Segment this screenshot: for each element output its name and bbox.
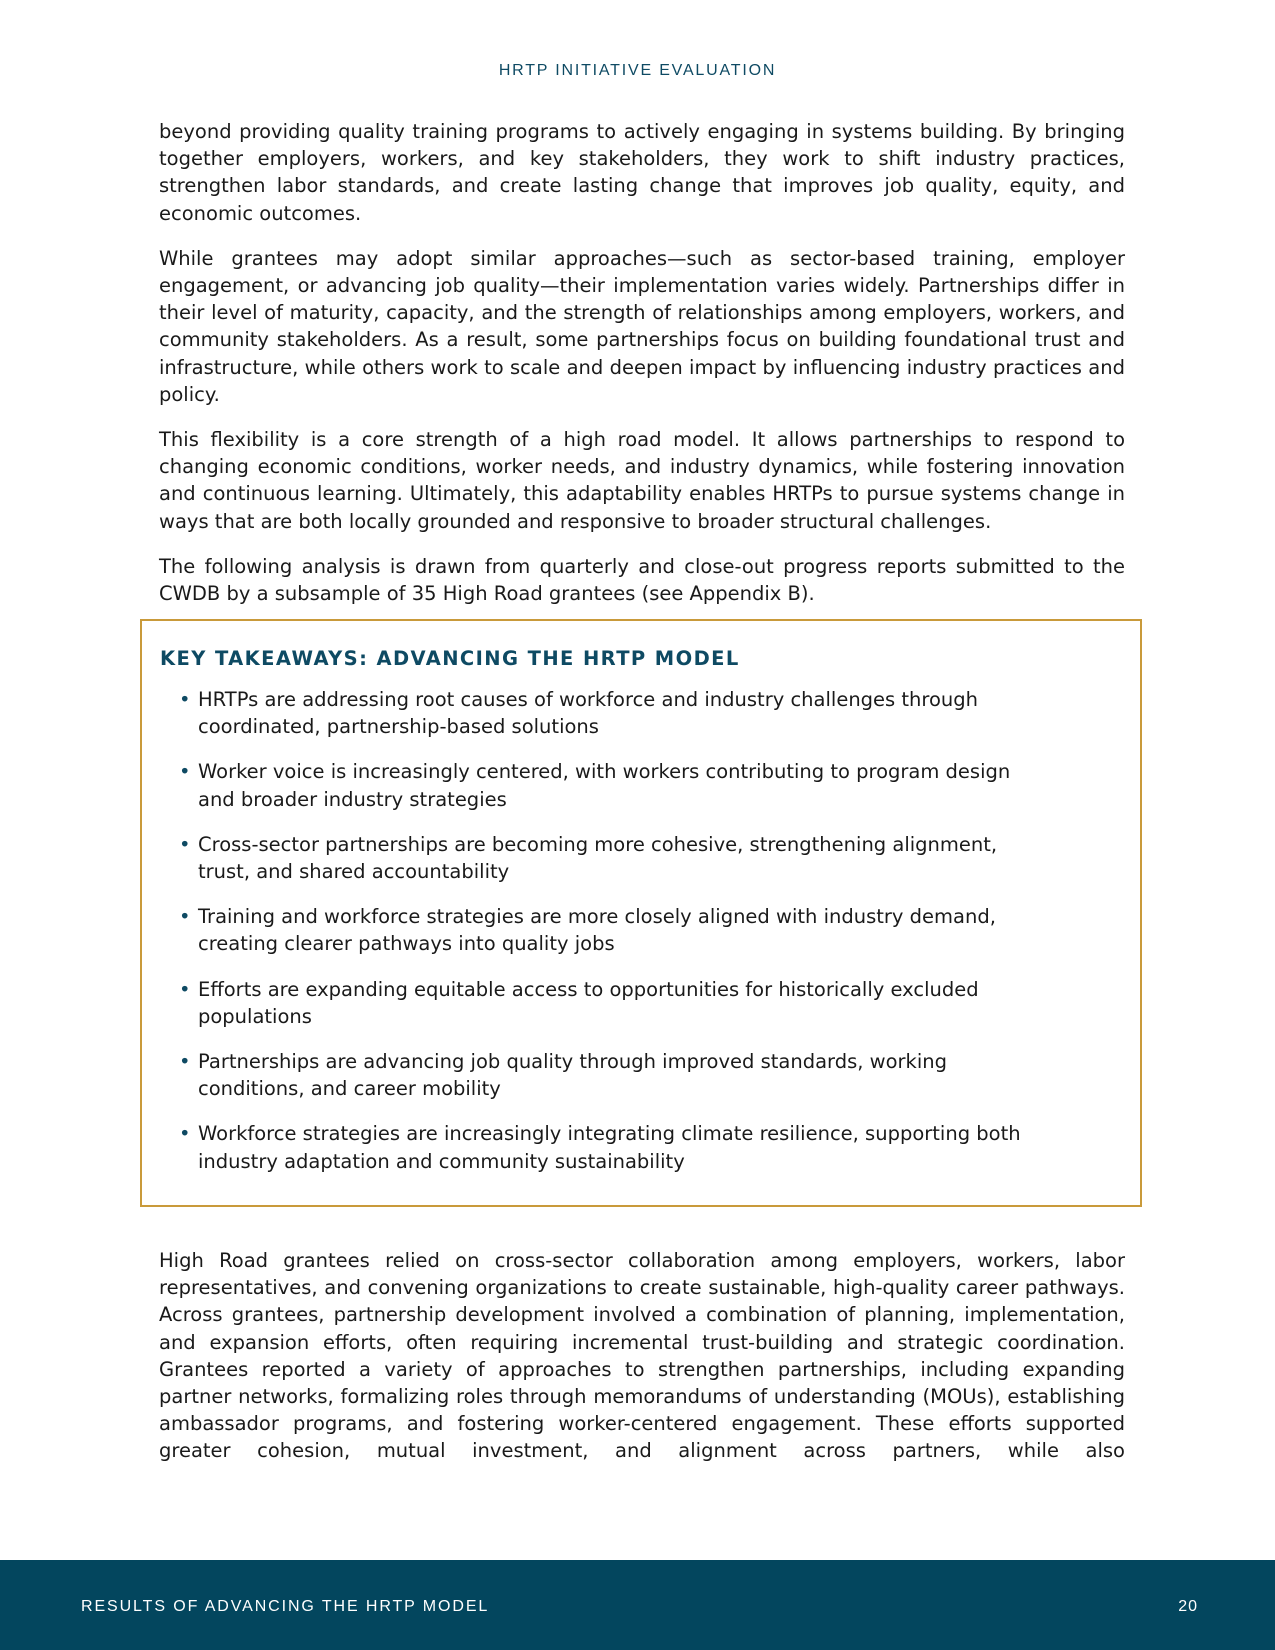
paragraph: The following analysis is drawn from quarterly and close-out progress reports submitted to the CWDB by a subsample of 35 High Road grantees (see Appendix B). [159, 554, 1125, 606]
list-item-text: Efforts are expanding equitable access to opportunities for historically excluded populations [198, 977, 979, 1028]
bullet-icon: • [179, 688, 191, 711]
running-header: HRTP INITIATIVE EVALUATION [498, 62, 777, 79]
list-item-text: Partnerships are advancing job quality through improved standards, working conditions, and career mobility [198, 1050, 947, 1101]
list-item [160, 758, 1028, 812]
list-item [160, 1048, 1028, 1102]
footer-section-title: RESULTS OF ADVANCING THE HRTP MODEL [81, 1598, 490, 1615]
body-text [159, 118, 1125, 625]
list-item-text: HRTPs are addressing root causes of workforce and industry challenges through coordinated, partnership-based solutions [198, 688, 979, 739]
paragraph: While grantees may adopt similar approaches—such as sector-based training, employer engagement, or advancing job quality—their implementation varies widely. Partnerships differ in their level of maturity, capacity, and the strength of relationships among employers, workers, and community stakeholders. As a result, some partnerships focus on building foundational trust and infrastructure, while others work to scale and deepen impact by influencing industry practices and policy. [159, 246, 1125, 406]
bullet-icon: • [179, 1122, 191, 1146]
list-item [160, 976, 1028, 1030]
list-item-text: Training and workforce strategies are more closely aligned with industry demand, creating clearer pathways into quality jobs [198, 905, 996, 956]
body-text-continued [159, 1247, 1125, 1483]
list-item [160, 903, 1028, 957]
key-takeaways-title: KEY TAKEAWAYS: ADVANCING THE HRTP MODEL [160, 647, 740, 670]
bullet-icon: • [179, 905, 191, 929]
list-item [160, 831, 1028, 885]
paragraph: beyond providing quality training programs to actively engaging in systems building. By bringing together employers, workers, and key stakeholders, they work to shift industry practices, strengthen labor standards, and create lasting change that improves job quality, equity, and economic outcomes. [159, 120, 1125, 225]
bullet-icon: • [179, 760, 191, 784]
list-item-text: Worker voice is increasingly centered, with workers contributing to program design and broader industry strategies [198, 760, 1011, 811]
bullet-icon: • [179, 832, 191, 856]
list-item-text: Workforce strategies are increasingly integrating climate resilience, supporting both industry adaptation and community sustainability [198, 1122, 1021, 1173]
list-item [160, 686, 1028, 740]
page-number: 20 [1178, 1598, 1198, 1615]
paragraph: This flexibility is a core strength of a high road model. It allows partnerships to respond to changing economic conditions, worker needs, and industry dynamics, while fostering innovation and continuous learning. Ultimately, this adaptability enables HRTPs to pursue systems change in ways that are both locally grounded and responsive to broader structural challenges. [159, 428, 1125, 533]
footer-band [0, 1560, 1275, 1650]
key-takeaways-list [160, 686, 1140, 1175]
bullet-icon: • [179, 977, 191, 1001]
list-item-text: Cross-sector partnerships are becoming more cohesive, strengthening alignment, trust, and shared accountability [198, 832, 998, 884]
bullet-icon: • [179, 1050, 191, 1074]
list-item [160, 1120, 1028, 1174]
paragraph: High Road grantees relied on cross-sector collaboration among employers, workers, labor representatives, and convening organizations to create sustainable, high-quality career pathways. Across grantees, partnership development involved a combination of planning, implementation, and expansion efforts, often requiring incremental trust-building and strategic coordination. Grantees reported a variety of approaches to strengthen partnerships, including expanding partner networks, formalizing roles through memorandums of understanding (MOUs), establishing ambassador programs, and fostering worker-centered engagement. These efforts supported greater cohesion, mutual investment, and alignment across partners, while also [159, 1249, 1125, 1463]
key-takeaways-box [140, 619, 1142, 1207]
